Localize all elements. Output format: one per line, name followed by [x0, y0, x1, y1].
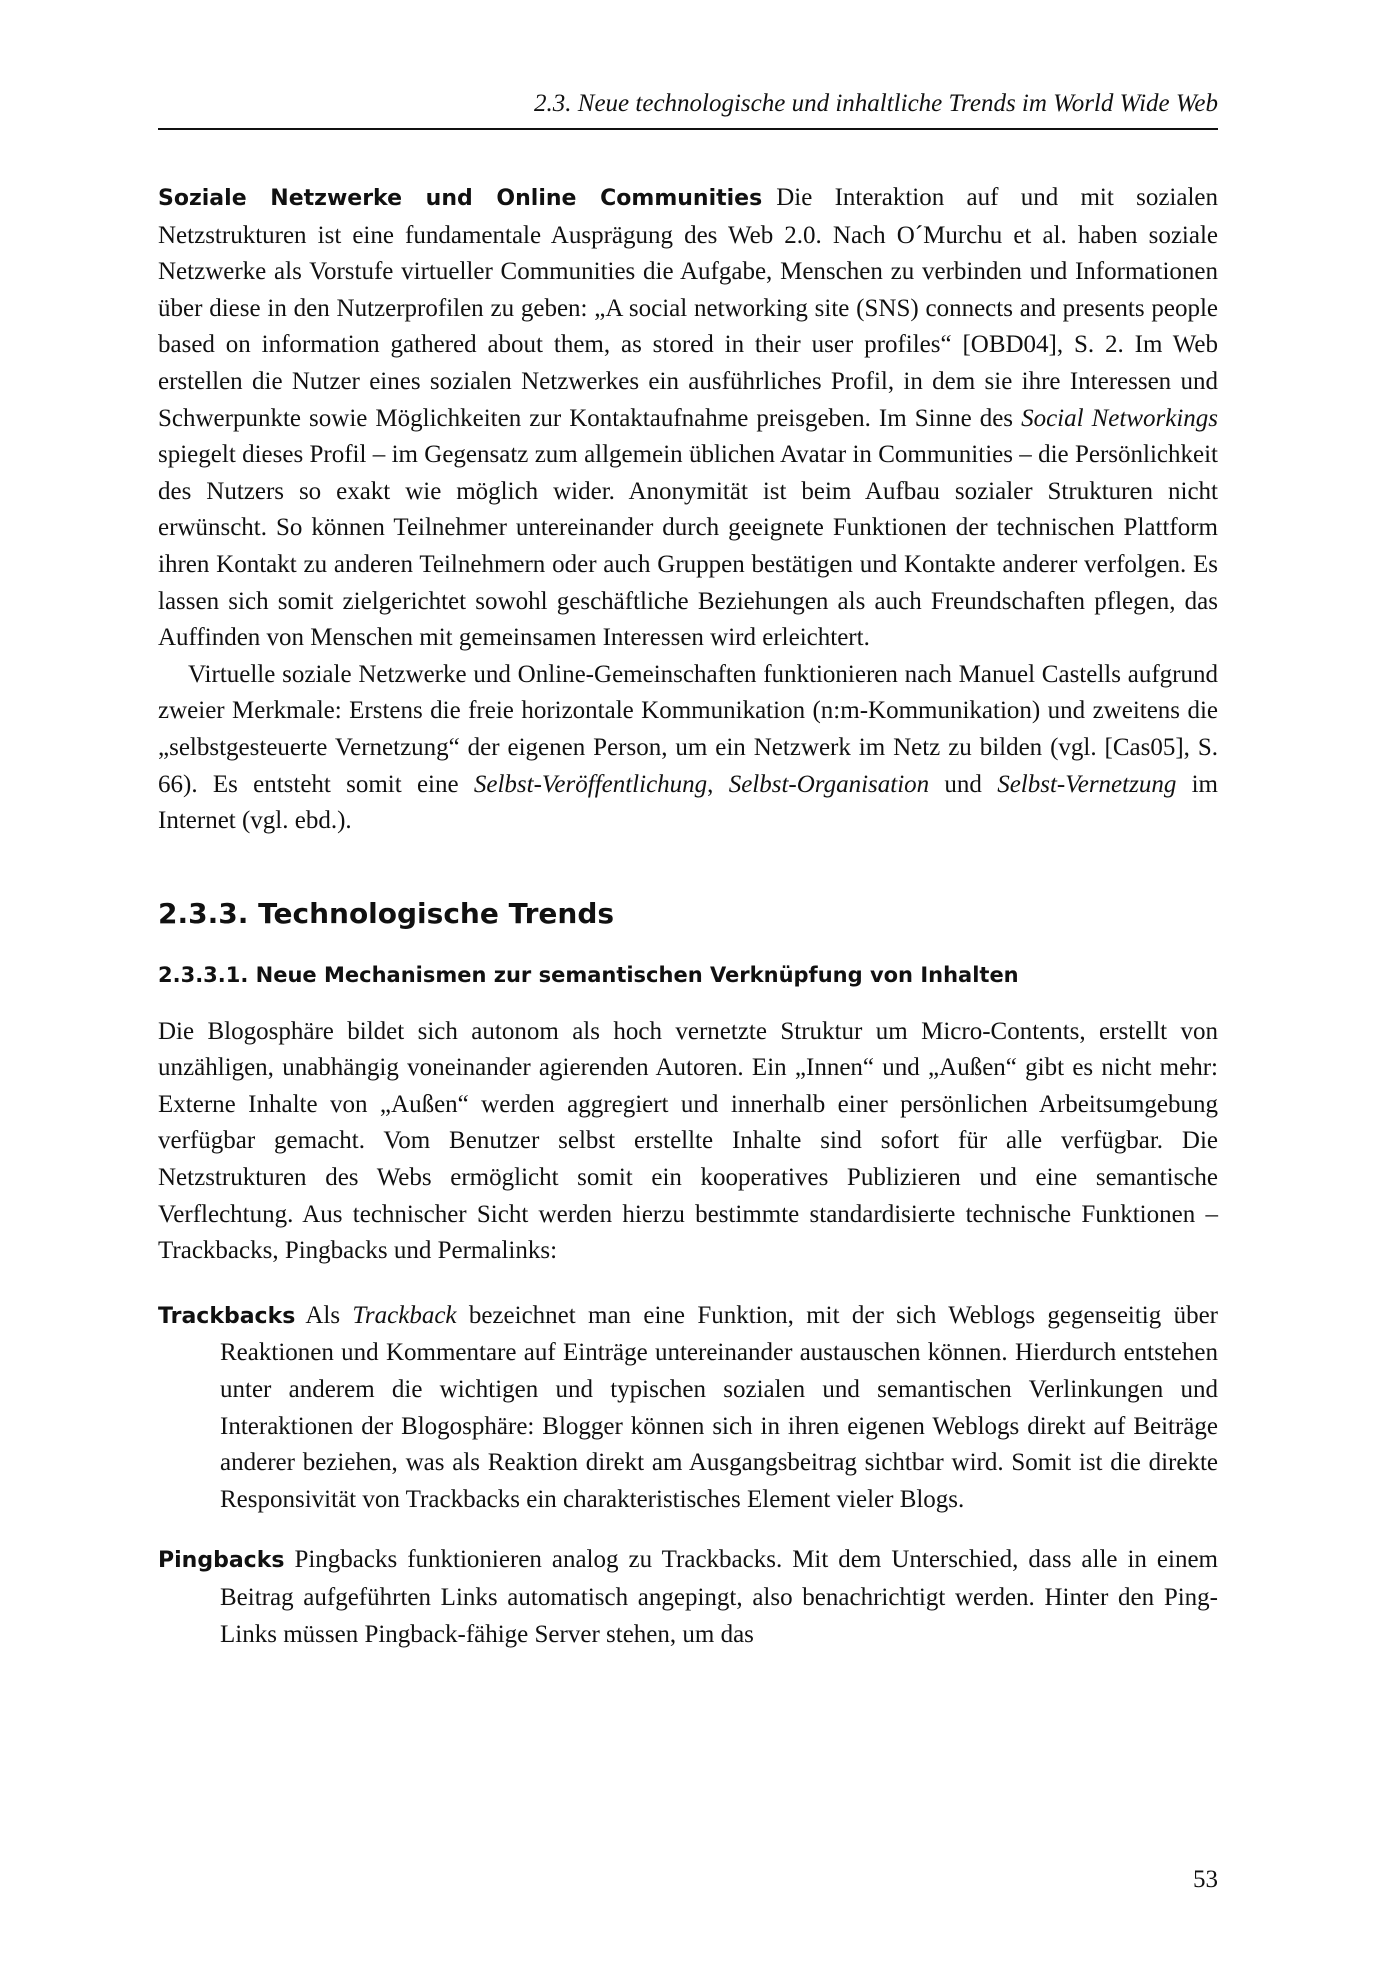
paragraph-social-networks-1: [158, 180, 1218, 657]
emphasis-trackback: Trackback: [352, 1301, 457, 1329]
term-pingbacks: Pingbacks: [158, 1548, 285, 1574]
text-run: Als: [305, 1301, 353, 1329]
emphasis-selbst-veroeffentlichung: Selbst-Veröffentlichung: [473, 770, 708, 798]
text-run: ,: [707, 770, 729, 798]
term-trackbacks: Trackbacks: [158, 1303, 296, 1329]
running-header: 2.3. Neue technologische und inhaltliche Trends im World Wide Web: [534, 90, 1218, 117]
page-body: [158, 180, 1218, 1677]
subsection-heading-semantische-verknuepfung: 2.3.3.1. Neue Mechanismen zur semantischen Verknüpfung von Inhalten: [158, 962, 1019, 987]
text-run: und: [929, 770, 998, 798]
section-heading-technologische-trends: 2.3.3. Technologische Trends: [158, 896, 615, 930]
emphasis-selbst-organisation: Selbst-Organisation: [728, 770, 930, 798]
text-run: spiegelt dieses Profil – im Gegensatz zum allgemein üblichen Avatar in Communities – die Persönlichkeit des Nutzers so exakt wie möglich wider. Anonymität ist beim Aufbau sozialer Strukturen nicht erwünscht. So können Teilnehmer untereinander durch geeignete Funktionen der technischen Plattform ihren Kontakt zu anderen Teilnehmern oder auch Gruppen bestätigen und Kontakte anderer verfolgen. Es lassen sich somit zielgerichtet sowohl geschäftliche Beziehungen als auch Freundschaften pflegen, das Auffinden von Menschen mit gemeinsamen Interessen wird erleichtert.: [158, 441, 1218, 652]
paragraph-blogosphaere: Die Blogosphäre bildet sich autonom als hoch vernetzte Struktur um Micro-Contents, erstellt von unzähligen, unabhängig voneinander agierenden Autoren. Ein „Innen“ und „Außen“ gibt es nicht mehr: Externe Inhalte von „Außen“ werden aggregiert und innerhalb einer persönlichen Arbeitsumgebung verfügbar gemacht. Vom Benutzer selbst erstellte Inhalte sind sofort für alle verfügbar. Die Netzstrukturen des Webs ermöglicht somit ein kooperatives Publizieren und eine semantische Verflechtung. Aus technischer Sicht werden hierzu bestimmte standardisierte technische Funktionen – Trackbacks, Pingbacks und Permalinks:: [158, 1017, 1218, 1265]
paragraph-heading-social: Soziale Netzwerke und Online Communities: [158, 186, 763, 211]
description-item-pingbacks: [158, 1542, 1218, 1653]
emphasis-social-networkings: Social Networkings: [1021, 404, 1218, 432]
header-rule: [158, 128, 1218, 130]
text-run: bezeichnet man eine Funktion, mit der sich Weblogs gegenseitig über Reaktionen und Kommentare auf Einträge untereinander austauschen können. Hierdurch entstehen unter anderem die wichtigen und typischen sozialen und semantischen Verlinkungen und Interaktionen der Blogosphäre: Blogger können sich in ihren eigenen Weblogs direkt auf Beiträge anderer beziehen, was als Reaktion direkt am Ausgangsbeitrag sichtbar wird. Somit ist die direkte Responsivität von Trackbacks ein charakteristisches Element vieler Blogs.: [220, 1301, 1218, 1513]
text-run: Pingbacks funktionieren analog zu Trackbacks. Mit dem Unterschied, dass alle in einem Beitrag aufgeführten Links automatisch angepingt, also benachrichtigt werden. Hinter den Ping-Links müssen Pingback-fähige Server stehen, um das: [220, 1546, 1218, 1648]
description-list: [158, 1298, 1218, 1653]
description-item-trackbacks: [158, 1298, 1218, 1519]
document-page: [158, 0, 1218, 1969]
text-run: im Internet (vgl. ebd.).: [158, 770, 1218, 835]
page-number: 53: [1193, 1866, 1218, 1893]
text-run: Die Interaktion auf und mit sozialen Netzstrukturen ist eine fundamentale Ausprägung des Web 2.0. Nach O´Murchu et al. haben soziale Netzwerke als Vorstufe virtueller Communities die Aufgabe, Menschen zu verbinden und Informationen über diese in den Nutzerprofilen zu geben: „A social networking site (SNS) connects and presents people based on information gathered about them, as stored in their user profiles“ [OBD04], S. 2. Im Web erstellen die Nutzer eines sozialen Netzwerkes ein ausführliches Profil, in dem sie ihre Interessen und Schwerpunkte sowie Möglichkeiten zur Kontaktaufnahme preisgeben. Im Sinne des: [158, 184, 1219, 432]
emphasis-selbst-vernetzung: Selbst-Vernetzung: [997, 770, 1177, 798]
paragraph-social-networks-2: [158, 657, 1218, 840]
text-run: Virtuelle soziale Netzwerke und Online-Gemeinschaften funktionieren nach Manuel Castells aufgrund zweier Merkmale: Erstens die freie horizontale Kommunikation (n:m-Kommunikation) und zweitens die „selbstgesteuerte Vernetzung“ der eigenen Person, um ein Netzwerk im Netz zu bilden (vgl. [Cas05], S. 66). Es entsteht somit eine: [158, 660, 1218, 798]
